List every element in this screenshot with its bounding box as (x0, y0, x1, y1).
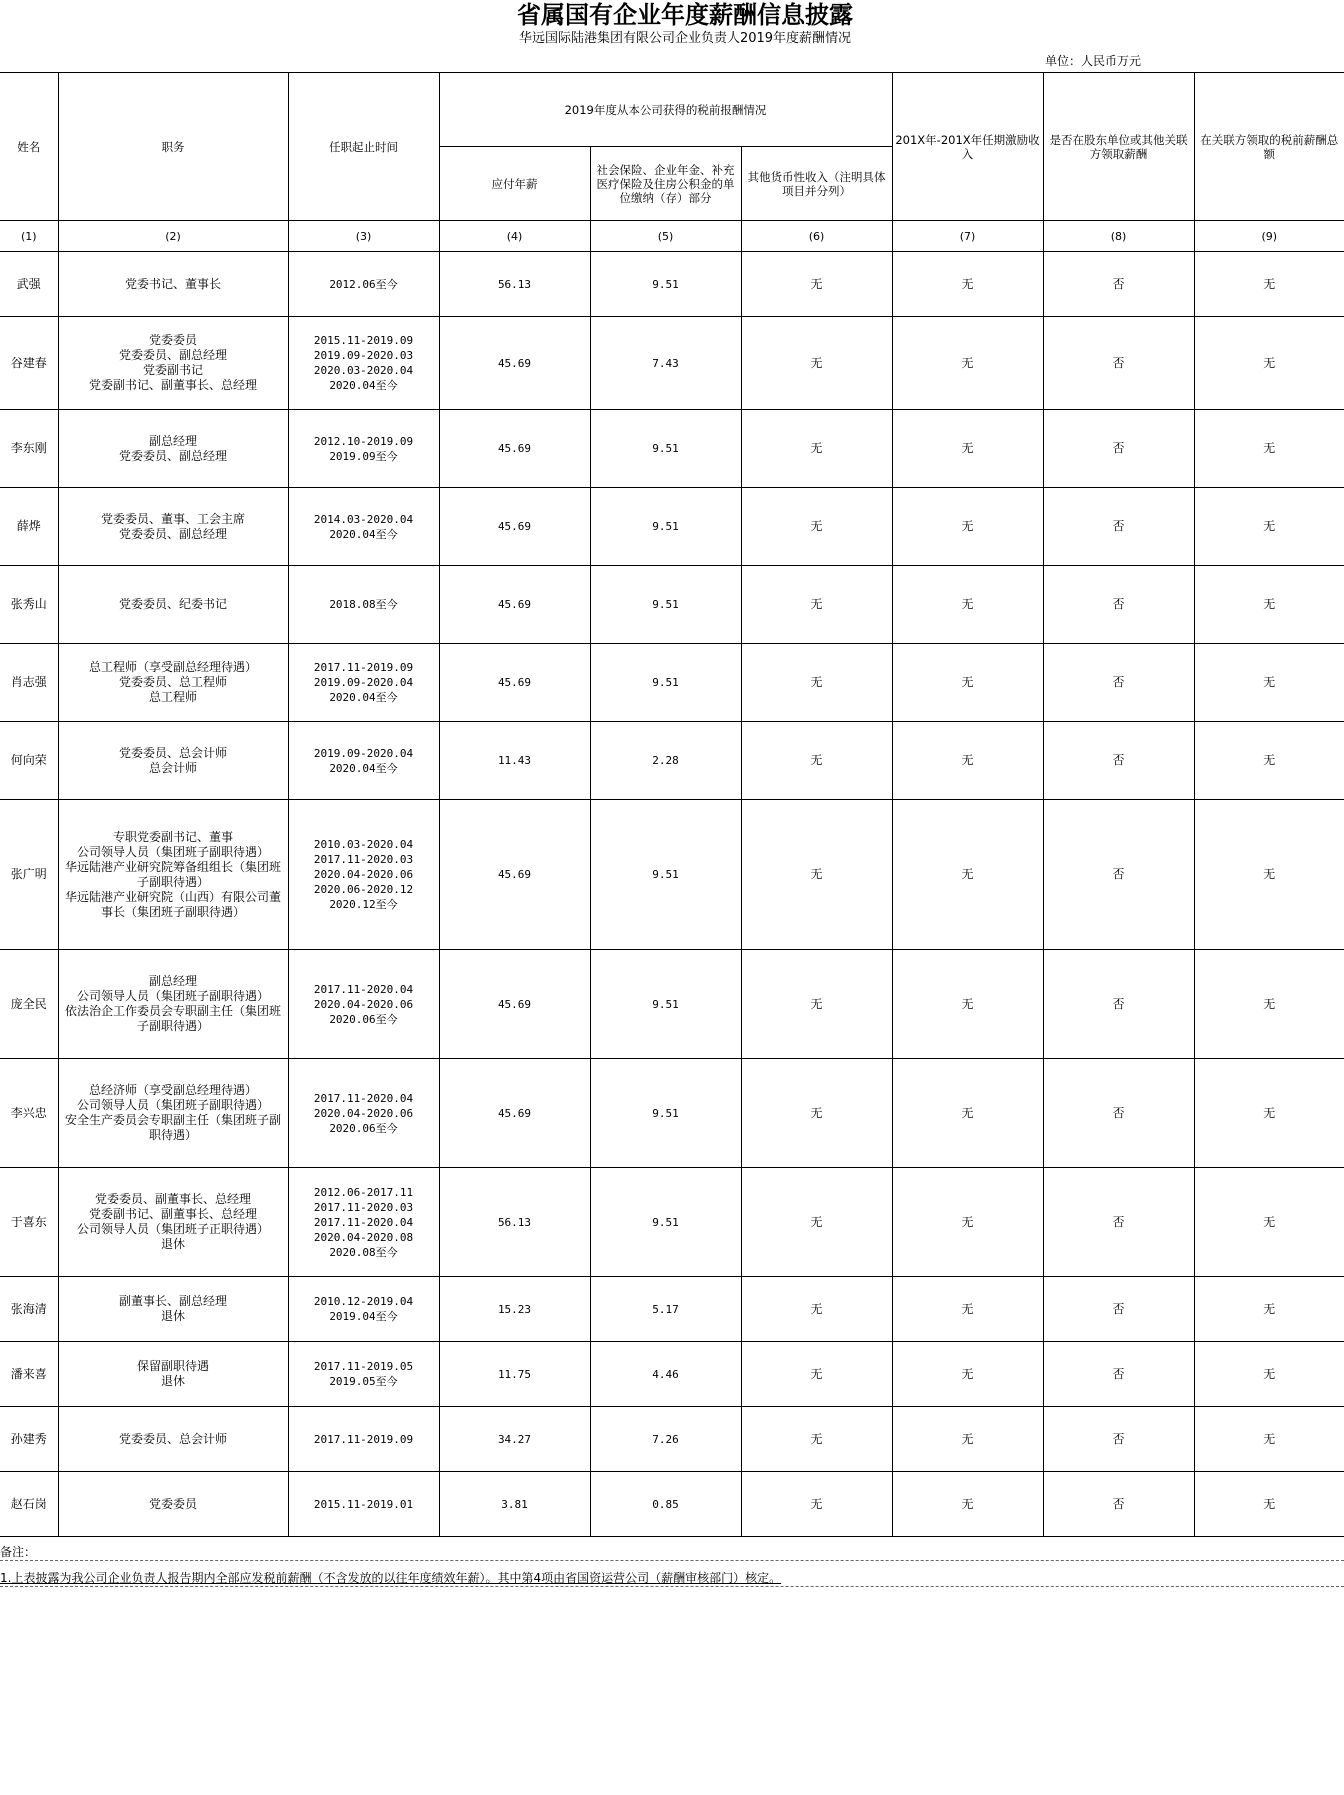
cell-position (58, 800, 288, 950)
cell-position-line: 党委副书记 (142, 363, 203, 377)
col-index-4: (4) (439, 221, 590, 252)
cell-related-total: 无 (1194, 410, 1344, 488)
cell-related: 否 (1043, 410, 1194, 488)
cell-incentive: 无 (892, 1342, 1043, 1407)
cell-position (58, 566, 288, 644)
cell-term (288, 566, 439, 644)
cell-term-line: 2017.11-2020.04 (313, 1091, 414, 1105)
cell-other: 无 (741, 1472, 892, 1537)
cell-position (58, 1277, 288, 1342)
cell-position-line: 党委委员 (148, 1496, 197, 1511)
cell-position (58, 410, 288, 488)
cell-related-total: 无 (1194, 1342, 1344, 1407)
cell-term-line: 2019.09-2020.04 (313, 746, 414, 760)
cell-term (288, 1059, 439, 1168)
cell-position-line: 公司领导人员（集团班子副职待遇） (76, 989, 269, 1003)
cell-salary: 45.69 (439, 1059, 590, 1168)
cell-salary: 15.23 (439, 1277, 590, 1342)
cell-related-total: 无 (1194, 317, 1344, 410)
cell-social: 9.51 (590, 644, 741, 722)
cell-salary: 45.69 (439, 644, 590, 722)
table-row (0, 410, 1344, 488)
cell-related: 否 (1043, 1407, 1194, 1472)
cell-other: 无 (741, 722, 892, 800)
cell-incentive: 无 (892, 1472, 1043, 1537)
cell-related: 否 (1043, 800, 1194, 950)
header-social: 社会保险、企业年金、补充医疗保险及住房公积金的单位缴纳（存）部分 (590, 147, 741, 221)
page-title: 省属国有企业年度薪酬信息披露 (517, 1, 853, 29)
cell-name: 李东刚 (0, 410, 58, 488)
cell-position-line: 华远陆港产业研究院筹备组组长（集团班子副职待遇） (64, 859, 281, 889)
cell-term (288, 1277, 439, 1342)
cell-term-line: 2017.11-2020.03 (313, 853, 414, 866)
cell-related-total: 无 (1194, 566, 1344, 644)
table-row (0, 722, 1344, 800)
cell-term-line: 2020.04至今 (329, 691, 398, 704)
cell-term-line: 2020.12至今 (329, 898, 398, 911)
cell-term-line: 2020.08至今 (329, 1245, 398, 1259)
cell-other: 无 (741, 800, 892, 950)
cell-position (58, 722, 288, 800)
cell-term-line: 2014.03-2020.04 (313, 512, 414, 526)
cell-term-line: 2015.11-2019.01 (313, 1497, 414, 1511)
cell-term-line: 2019.09至今 (329, 449, 398, 463)
table-row (0, 644, 1344, 722)
cell-incentive: 无 (892, 1168, 1043, 1277)
cell-other: 无 (741, 566, 892, 644)
cell-salary: 3.81 (439, 1472, 590, 1537)
note-1: 1.上表披露为我公司企业负责人报告期内全部应发税前薪酬（不含发放的以往年度绩效年薪）。其中第4项由省国资运营公司（薪酬审核部门）核定。 (0, 1571, 782, 1585)
cell-name: 何向荣 (0, 722, 58, 800)
cell-term-line: 2010.03-2020.04 (313, 838, 414, 851)
notes-divider-bottom (0, 1586, 1344, 1587)
cell-related-total: 无 (1194, 488, 1344, 566)
cell-incentive: 无 (892, 800, 1043, 950)
cell-other: 无 (741, 950, 892, 1059)
table-row (0, 1472, 1344, 1537)
cell-name: 武强 (0, 252, 58, 317)
header-salary: 应付年薪 (439, 147, 590, 221)
col-index-8: (8) (1043, 221, 1194, 252)
cell-social: 9.51 (590, 252, 741, 317)
cell-incentive: 无 (892, 488, 1043, 566)
cell-term-line: 2017.11-2019.09 (313, 661, 414, 674)
cell-position-line: 退休 (160, 1237, 185, 1251)
cell-term-line: 2017.11-2020.03 (313, 1200, 414, 1214)
cell-other: 无 (741, 1342, 892, 1407)
table-row (0, 1277, 1344, 1342)
cell-term-line: 2012.06-2017.11 (313, 1185, 414, 1199)
cell-position-line: 党委委员、副董事长、总经理 (94, 1192, 251, 1206)
cell-incentive: 无 (892, 722, 1043, 800)
cell-related-total: 无 (1194, 1277, 1344, 1342)
col-index-1: (1) (0, 221, 58, 252)
cell-name: 孙建秀 (0, 1407, 58, 1472)
col-index-7: (7) (892, 221, 1043, 252)
cell-term-line: 2020.04-2020.06 (313, 868, 414, 881)
cell-incentive: 无 (892, 1277, 1043, 1342)
cell-position (58, 317, 288, 410)
col-index-6: (6) (741, 221, 892, 252)
cell-salary: 11.75 (439, 1342, 590, 1407)
cell-incentive: 无 (892, 950, 1043, 1059)
cell-position (58, 1059, 288, 1168)
cell-related: 否 (1043, 566, 1194, 644)
cell-other: 无 (741, 410, 892, 488)
cell-incentive: 无 (892, 644, 1043, 722)
cell-term-line: 2019.09-2020.03 (313, 349, 414, 362)
cell-position-line: 党委副书记、副董事长、总经理 (88, 378, 257, 392)
cell-term (288, 252, 439, 317)
cell-social: 5.17 (590, 1277, 741, 1342)
cell-term (288, 488, 439, 566)
cell-related-total: 无 (1194, 722, 1344, 800)
cell-other: 无 (741, 1168, 892, 1277)
cell-related-total: 无 (1194, 1059, 1344, 1168)
cell-term-line: 2017.11-2020.04 (313, 1215, 414, 1229)
cell-position (58, 1342, 288, 1407)
cell-name: 赵石岗 (0, 1472, 58, 1537)
cell-social: 7.26 (590, 1407, 741, 1472)
cell-position-line: 总经济师（享受副总经理待遇） (88, 1083, 257, 1097)
cell-position-line: 总工程师 (148, 690, 197, 704)
cell-term (288, 644, 439, 722)
cell-name: 于喜东 (0, 1168, 58, 1277)
cell-incentive: 无 (892, 410, 1043, 488)
cell-term (288, 1342, 439, 1407)
cell-term-line: 2015.11-2019.09 (313, 334, 414, 347)
cell-position (58, 1168, 288, 1277)
cell-term-line: 2020.04-2020.06 (313, 997, 414, 1011)
cell-term-line: 2019.05至今 (329, 1375, 398, 1388)
cell-salary: 11.43 (439, 722, 590, 800)
cell-incentive: 无 (892, 566, 1043, 644)
cell-term-line: 2020.04至今 (329, 379, 398, 392)
cell-related-total: 无 (1194, 950, 1344, 1059)
cell-salary: 45.69 (439, 566, 590, 644)
table-row (0, 1059, 1344, 1168)
cell-name: 潘来喜 (0, 1342, 58, 1407)
cell-name: 庞全民 (0, 950, 58, 1059)
cell-position-line: 华远陆港产业研究院（山西）有限公司董事长（集团班子副职待遇） (64, 889, 281, 919)
cell-other: 无 (741, 317, 892, 410)
cell-other: 无 (741, 1277, 892, 1342)
cell-related: 否 (1043, 488, 1194, 566)
cell-related-total: 无 (1194, 1168, 1344, 1277)
cell-name: 肖志强 (0, 644, 58, 722)
cell-position-line: 党委委员、董事、工会主席 (100, 511, 245, 526)
cell-name: 张秀山 (0, 566, 58, 644)
cell-term (288, 950, 439, 1059)
header-related: 是否在股东单位或其他关联方领取薪酬 (1043, 73, 1194, 221)
cell-related: 否 (1043, 722, 1194, 800)
cell-salary: 45.69 (439, 488, 590, 566)
header-pretax-group: 2019年度从本公司获得的税前报酬情况 (439, 73, 892, 147)
cell-other: 无 (741, 1059, 892, 1168)
cell-position-line: 副董事长、副总经理 (118, 1294, 227, 1308)
cell-salary: 45.69 (439, 800, 590, 950)
cell-related-total: 无 (1194, 1472, 1344, 1537)
cell-position-line: 副总经理 (148, 974, 197, 988)
cell-related: 否 (1043, 317, 1194, 410)
cell-incentive: 无 (892, 317, 1043, 410)
table-row (0, 950, 1344, 1059)
table-row (0, 488, 1344, 566)
cell-position-line: 党委委员、副总经理 (118, 448, 227, 463)
cell-position (58, 488, 288, 566)
cell-social: 7.43 (590, 317, 741, 410)
cell-position-line: 退休 (160, 1309, 185, 1323)
col-index-5: (5) (590, 221, 741, 252)
page-subtitle: 华远国际陆港集团有限公司企业负责人2019年度薪酬情况 (518, 31, 852, 46)
table-row (0, 1407, 1344, 1472)
cell-social: 9.51 (590, 950, 741, 1059)
cell-term-line: 2017.11-2020.04 (313, 982, 414, 996)
cell-term-line: 2020.03-2020.04 (313, 364, 414, 377)
cell-position-line: 公司领导人员（集团班子副职待遇） (76, 1098, 269, 1112)
cell-term-line: 2020.04-2020.08 (313, 1230, 414, 1244)
cell-position-line: 公司领导人员（集团班子正职待遇） (76, 1222, 269, 1236)
cell-term-line: 2020.06-2020.12 (313, 883, 414, 896)
cell-related: 否 (1043, 950, 1194, 1059)
notes-divider (0, 1560, 1344, 1561)
cell-position-line: 党委委员、纪委书记 (118, 597, 227, 611)
salary-table (0, 72, 1344, 1537)
col-index-2: (2) (58, 221, 288, 252)
cell-salary: 56.13 (439, 252, 590, 317)
cell-term-line: 2010.12-2019.04 (313, 1295, 414, 1308)
cell-other: 无 (741, 252, 892, 317)
cell-term-line: 2012.10-2019.09 (313, 434, 414, 448)
cell-position-line: 党委委员、总会计师 (118, 745, 227, 760)
cell-social: 9.51 (590, 1168, 741, 1277)
cell-incentive: 无 (892, 252, 1043, 317)
cell-position-line: 退休 (160, 1374, 185, 1388)
cell-related-total: 无 (1194, 800, 1344, 950)
cell-term-line: 2017.11-2019.05 (313, 1360, 414, 1373)
cell-term-line: 2019.09-2020.04 (313, 676, 414, 689)
cell-name: 张海清 (0, 1277, 58, 1342)
cell-position-line: 总会计师 (148, 760, 197, 775)
cell-term-line: 2017.11-2019.09 (313, 1432, 414, 1446)
header-position: 职务 (58, 73, 288, 221)
cell-social: 2.28 (590, 722, 741, 800)
cell-other: 无 (741, 488, 892, 566)
cell-related-total: 无 (1194, 252, 1344, 317)
cell-term (288, 800, 439, 950)
cell-term (288, 1407, 439, 1472)
col-index-9: (9) (1194, 221, 1344, 252)
cell-term (288, 722, 439, 800)
cell-related: 否 (1043, 1342, 1194, 1407)
cell-incentive: 无 (892, 1059, 1043, 1168)
cell-term (288, 1472, 439, 1537)
cell-position (58, 1472, 288, 1537)
cell-name: 薛烨 (0, 488, 58, 566)
cell-salary: 56.13 (439, 1168, 590, 1277)
cell-position-line: 依法治企工作委员会专职副主任（集团班子副职待遇） (64, 1004, 281, 1033)
cell-position (58, 644, 288, 722)
cell-social: 9.51 (590, 1059, 741, 1168)
cell-term (288, 410, 439, 488)
cell-position-line: 党委书记、董事长 (124, 276, 221, 291)
cell-position-line: 党委委员、总工程师 (118, 675, 227, 689)
cell-salary: 45.69 (439, 317, 590, 410)
cell-related: 否 (1043, 1059, 1194, 1168)
cell-term-line: 2020.06至今 (329, 1012, 398, 1026)
cell-name: 张广明 (0, 800, 58, 950)
cell-position (58, 950, 288, 1059)
cell-position-line: 总工程师（享受副总经理待遇） (88, 660, 257, 674)
cell-term-line: 2020.06至今 (329, 1121, 398, 1135)
cell-related-total: 无 (1194, 644, 1344, 722)
cell-term (288, 1168, 439, 1277)
cell-term-line: 2018.08至今 (329, 598, 398, 611)
cell-related: 否 (1043, 1277, 1194, 1342)
cell-position-line: 专职党委副书记、董事 (112, 829, 233, 844)
cell-position (58, 1407, 288, 1472)
table-row (0, 566, 1344, 644)
cell-incentive: 无 (892, 1407, 1043, 1472)
cell-social: 9.51 (590, 410, 741, 488)
cell-other: 无 (741, 644, 892, 722)
notes-label: 备注： (0, 1545, 37, 1559)
cell-term-line: 2019.04至今 (329, 1310, 398, 1323)
cell-term-line: 2012.06至今 (329, 277, 398, 291)
table-row (0, 317, 1344, 410)
table-row (0, 252, 1344, 317)
cell-position-line: 公司领导人员（集团班子副职待遇） (76, 844, 269, 859)
cell-related: 否 (1043, 252, 1194, 317)
cell-position (58, 252, 288, 317)
header-other: 其他货币性收入（注明具体项目并分列） (741, 147, 892, 221)
cell-position-line: 副总经理 (148, 433, 197, 448)
table-row (0, 800, 1344, 950)
cell-social: 9.51 (590, 488, 741, 566)
cell-social: 0.85 (590, 1472, 741, 1537)
cell-other: 无 (741, 1407, 892, 1472)
col-index-3: (3) (288, 221, 439, 252)
cell-related: 否 (1043, 1472, 1194, 1537)
unit-label: 单位：人民币万元 (1045, 54, 1142, 68)
cell-position-line: 党委副书记、副董事长、总经理 (88, 1207, 257, 1221)
cell-related: 否 (1043, 644, 1194, 722)
cell-term-line: 2020.04-2020.06 (313, 1106, 414, 1120)
cell-social: 9.51 (590, 566, 741, 644)
cell-salary: 45.69 (439, 950, 590, 1059)
cell-name: 李兴忠 (0, 1059, 58, 1168)
header-related-total: 在关联方领取的税前薪酬总额 (1194, 73, 1344, 221)
header-name: 姓名 (0, 73, 58, 221)
cell-social: 9.51 (590, 800, 741, 950)
cell-position-line: 保留副职待遇 (136, 1359, 209, 1373)
table-row (0, 1168, 1344, 1277)
cell-position-line: 党委委员、副总经理 (118, 348, 227, 362)
cell-term-line: 2020.04至今 (329, 527, 398, 541)
cell-salary: 34.27 (439, 1407, 590, 1472)
cell-related: 否 (1043, 1168, 1194, 1277)
cell-position-line: 党委委员、副总经理 (118, 526, 227, 541)
table-row (0, 1342, 1344, 1407)
cell-term-line: 2020.04至今 (329, 761, 398, 775)
cell-name: 谷建春 (0, 317, 58, 410)
header-incentive: 201X年-201X年任期激励收入 (892, 73, 1043, 221)
header-term: 任职起止时间 (288, 73, 439, 221)
cell-related-total: 无 (1194, 1407, 1344, 1472)
cell-position-line: 党委委员 (148, 333, 197, 347)
cell-term (288, 317, 439, 410)
cell-position-line: 安全生产委员会专职副主任（集团班子副职待遇） (64, 1113, 281, 1142)
cell-social: 4.46 (590, 1342, 741, 1407)
cell-salary: 45.69 (439, 410, 590, 488)
cell-position-line: 党委委员、总会计师 (118, 1431, 227, 1446)
